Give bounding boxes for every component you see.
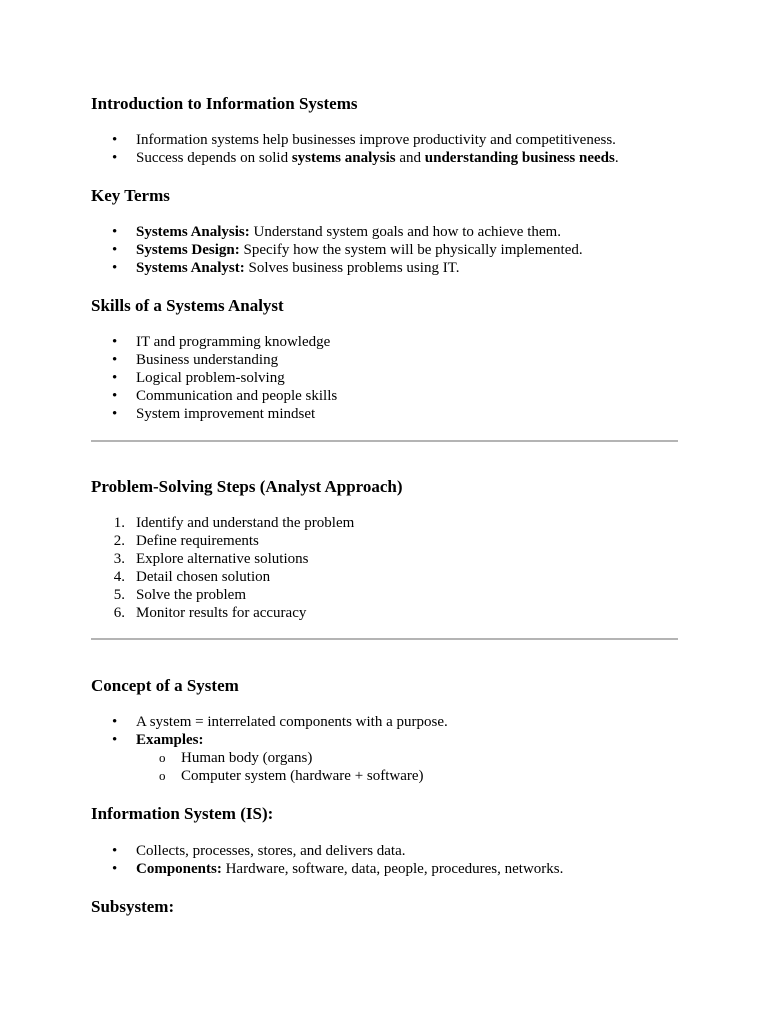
bullet-marker: • [112,861,118,877]
bullet-marker: • [112,406,118,422]
bullet-marker: • [112,732,118,748]
sub-list-item: o Human body (organs) [159,750,313,766]
key-terms-list [91,223,678,277]
sub-list-item: o Computer system (hardware + software) [159,768,424,784]
intro-list [91,131,678,167]
bullet-marker: • [112,260,118,276]
bullet-marker: • [112,843,118,859]
heading-subsystem: Subsystem: [91,897,175,916]
list-item: • Information systems help businesses improve productivity and competitiveness. [112,132,616,148]
concept-list [91,713,678,749]
list-item: • A system = interrelated components with a purpose. [112,714,448,730]
list-number: 5. [113,587,125,603]
examples-sublist [91,749,678,785]
list-item: • Systems Design: Specify how the system will be physically implemented. [112,242,583,258]
list-number: 2. [113,533,125,549]
list-item: 2. Define requirements [91,532,678,550]
heading-concept-of-a-system: Concept of a System [91,676,239,695]
heading-problem-solving-steps: Problem-Solving Steps (Analyst Approach) [91,477,403,496]
list-item: • Systems Analyst: Solves business problems using IT. [112,260,460,276]
list-number: 4. [113,569,125,585]
bullet-marker: • [112,242,118,258]
list-item: 3. Explore alternative solutions [91,550,678,568]
heading-introduction: Introduction to Information Systems [91,94,358,113]
bullet-marker: • [112,150,118,166]
bullet-marker: • [112,334,118,350]
bullet-marker: • [112,388,118,404]
bullet-marker: • [112,714,118,730]
list-item: • Systems Analysis: Understand system goals and how to achieve them. [112,224,561,240]
horizontal-divider [91,638,678,640]
list-item: 6. Monitor results for accuracy [91,604,678,622]
list-item: • IT and programming knowledge [112,334,331,350]
heading-skills: Skills of a Systems Analyst [91,296,284,315]
list-item: • Business understanding [112,352,279,368]
list-item: • Success depends on solid systems analysis and understanding business needs. [112,150,619,166]
sub-bullet-marker: o [159,768,166,783]
list-item: 4. Detail chosen solution [91,568,678,586]
list-item: • Logical problem-solving [112,370,285,386]
list-item: • Communication and people skills [112,388,338,404]
list-item: • Collects, processes, stores, and delivers data. [112,843,406,859]
bullet-marker: • [112,224,118,240]
list-number: 3. [113,551,125,567]
list-item: 1. Identify and understand the problem [91,514,678,532]
heading-information-system: Information System (IS): [91,804,274,823]
list-number: 1. [113,515,125,531]
bullet-marker: • [112,132,118,148]
list-item: 5. Solve the problem [91,586,678,604]
skills-list [91,333,678,423]
heading-key-terms: Key Terms [91,186,170,205]
list-item: • Examples: [112,732,204,748]
steps-list [91,514,678,622]
list-item: • System improvement mindset [112,406,316,422]
list-item: • Components: Hardware, software, data, people, procedures, networks. [112,861,564,877]
horizontal-divider [91,440,678,442]
sub-bullet-marker: o [159,750,166,765]
bullet-marker: • [112,370,118,386]
list-number: 6. [113,605,125,621]
bullet-marker: • [112,352,118,368]
is-list [91,842,678,878]
